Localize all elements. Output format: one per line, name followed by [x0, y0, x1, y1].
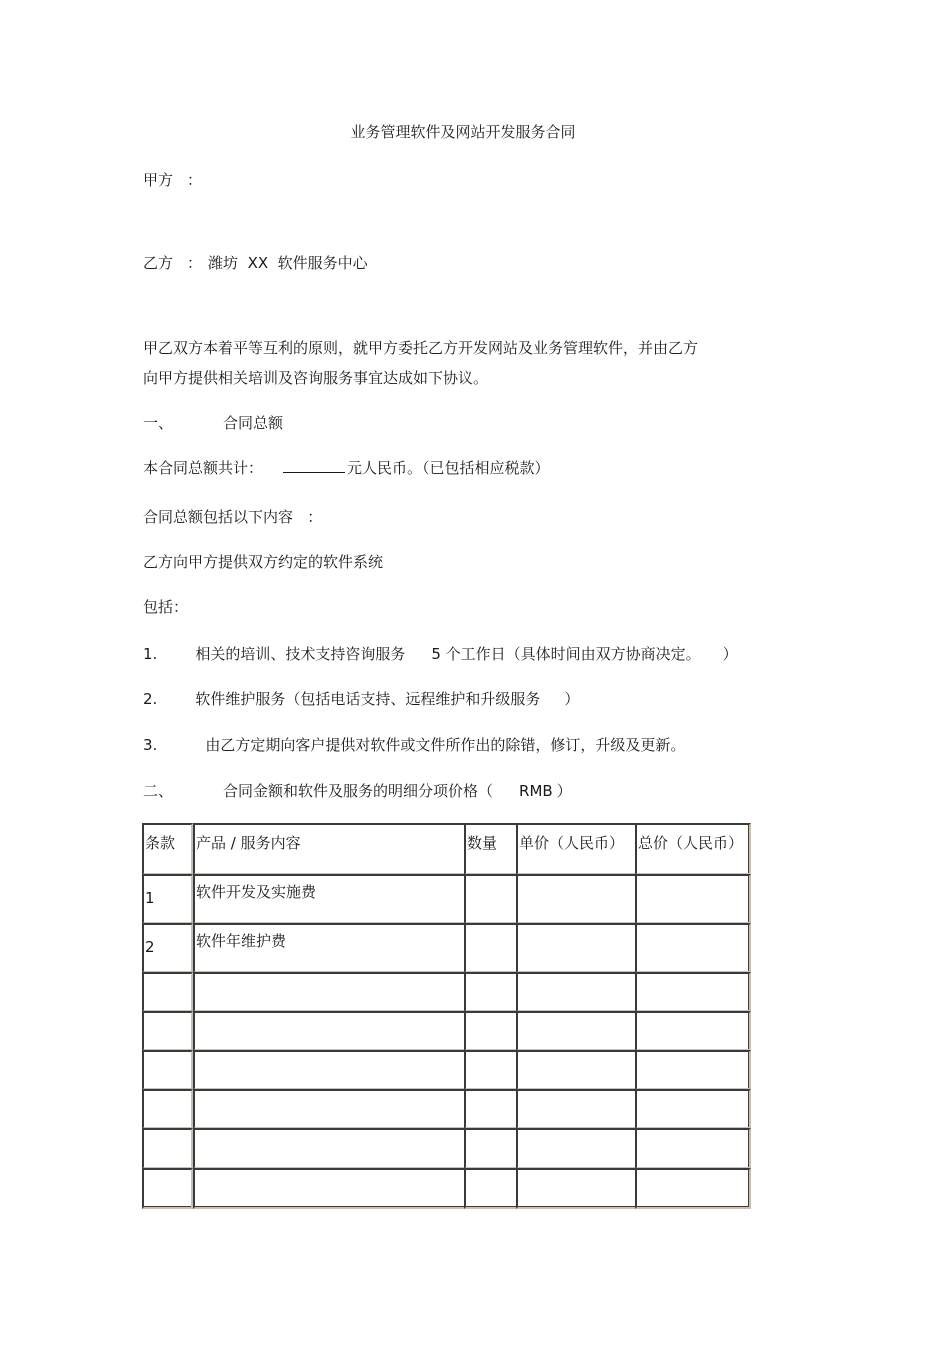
section-2-heading [143, 781, 572, 801]
includes-heading: 合同总额包括以下内容 ： [143, 508, 323, 526]
section-2-number: 二、 [143, 782, 174, 800]
table-cell-content [193, 1011, 466, 1051]
party-b-value: 潍坊 XX 软件服务中心 [208, 254, 368, 272]
table-cell-total-price [635, 1011, 751, 1051]
intro-line-2: 向甲方提供相关培训及咨询服务事宜达成如下协议。 [143, 369, 489, 387]
list-item-text: 软件维护服务（包括电话支持、远程维护和升级服务 [195, 690, 541, 708]
table-cell-content: 软件开发及实施费 [193, 874, 466, 924]
party-b-line [143, 253, 368, 273]
table-cell-quantity [464, 1089, 518, 1129]
table-cell-unit-price [516, 923, 637, 973]
table-cell-unit-price [516, 874, 637, 924]
table-cell-unit-price [516, 1011, 637, 1051]
document-title: 业务管理软件及网站开发服务合同 [350, 123, 576, 141]
table-cell-content [193, 972, 466, 1012]
table-cell-total-price [635, 1089, 751, 1129]
table-header-clause: 条款 [142, 823, 193, 875]
section-2-title: 合同金额和软件及服务的明细分项价格（ [223, 782, 494, 800]
party-b-label: 乙方 [143, 254, 174, 272]
list-item-end: ） [722, 645, 738, 663]
intro-line-1: 甲乙双方本着平等互利的原则，就甲方委托乙方开发网站及业务管理软件，并由乙方 [143, 339, 699, 357]
total-prefix: 本合同总额共计： [143, 459, 264, 477]
table-header-total-price: 总价（人民币） [635, 823, 751, 875]
list-item [143, 644, 738, 664]
system-line: 乙方向甲方提供双方约定的软件系统 [143, 553, 384, 571]
table-cell-quantity [464, 923, 518, 973]
list-item-extra: 5 个工作日（具体时间由双方协商决定。 [431, 645, 701, 663]
section-1-heading [143, 413, 283, 433]
table-cell-total-price [635, 874, 751, 924]
table-cell-unit-price [516, 1128, 637, 1169]
section-2-end: ） [556, 782, 572, 800]
includes-label: 包括： [143, 598, 189, 616]
table-cell-unit-price [516, 972, 637, 1012]
table-header-quantity: 数量 [464, 823, 518, 875]
list-item-number: 2. [143, 690, 158, 708]
total-amount-blank [283, 458, 345, 473]
table-cell-clause [142, 1089, 193, 1129]
table-cell-total-price [635, 1168, 751, 1209]
section-1-title: 合同总额 [223, 414, 284, 432]
list-item-number: 3. [143, 736, 158, 754]
section-2-unit: RMB [519, 782, 553, 800]
list-item-text: 由乙方定期向客户提供对软件或文件所作出的除错，修订，升级及更新。 [205, 736, 686, 754]
table-cell-clause: 1 [142, 874, 193, 924]
list-item [143, 735, 685, 755]
table-cell-clause [142, 1168, 193, 1209]
total-amount-line [143, 458, 550, 478]
table-cell-clause [142, 1050, 193, 1090]
table-cell-total-price [635, 972, 751, 1012]
total-suffix: 元人民币。（已包括相应税款） [347, 459, 550, 477]
table-cell-unit-price [516, 1050, 637, 1090]
list-item-text: 相关的培训、技术支持咨询服务 [195, 645, 406, 663]
table-cell-total-price [635, 1128, 751, 1169]
party-a-label: 甲方 [143, 171, 174, 189]
table-cell-content: 软件年维护费 [193, 923, 466, 973]
table-cell-clause [142, 972, 193, 1012]
table-cell-quantity [464, 874, 518, 924]
table-cell-content [193, 1089, 466, 1129]
table-header-unit-price: 单价（人民币） [516, 823, 637, 875]
list-item [143, 689, 579, 709]
list-item-end: ） [564, 690, 580, 708]
table-cell-quantity [464, 972, 518, 1012]
table-cell-content [193, 1128, 466, 1169]
table-cell-quantity [464, 1128, 518, 1169]
price-detail-table [142, 823, 750, 1208]
table-cell-clause [142, 1128, 193, 1169]
table-cell-content [193, 1168, 466, 1209]
table-cell-total-price [635, 1050, 751, 1090]
list-item-number: 1. [143, 645, 158, 663]
table-cell-quantity [464, 1050, 518, 1090]
table-cell-quantity [464, 1168, 518, 1209]
table-cell-unit-price [516, 1168, 637, 1209]
party-a-line [143, 170, 202, 190]
party-a-colon: ： [187, 171, 203, 189]
table-cell-clause: 2 [142, 923, 193, 973]
table-cell-total-price [635, 923, 751, 973]
table-header-content: 产品 / 服务内容 [193, 823, 466, 875]
party-b-colon: ： [187, 254, 203, 272]
table-cell-unit-price [516, 1089, 637, 1129]
table-cell-quantity [464, 1011, 518, 1051]
table-cell-content [193, 1050, 466, 1090]
section-1-number: 一、 [143, 414, 174, 432]
table-cell-clause [142, 1011, 193, 1051]
